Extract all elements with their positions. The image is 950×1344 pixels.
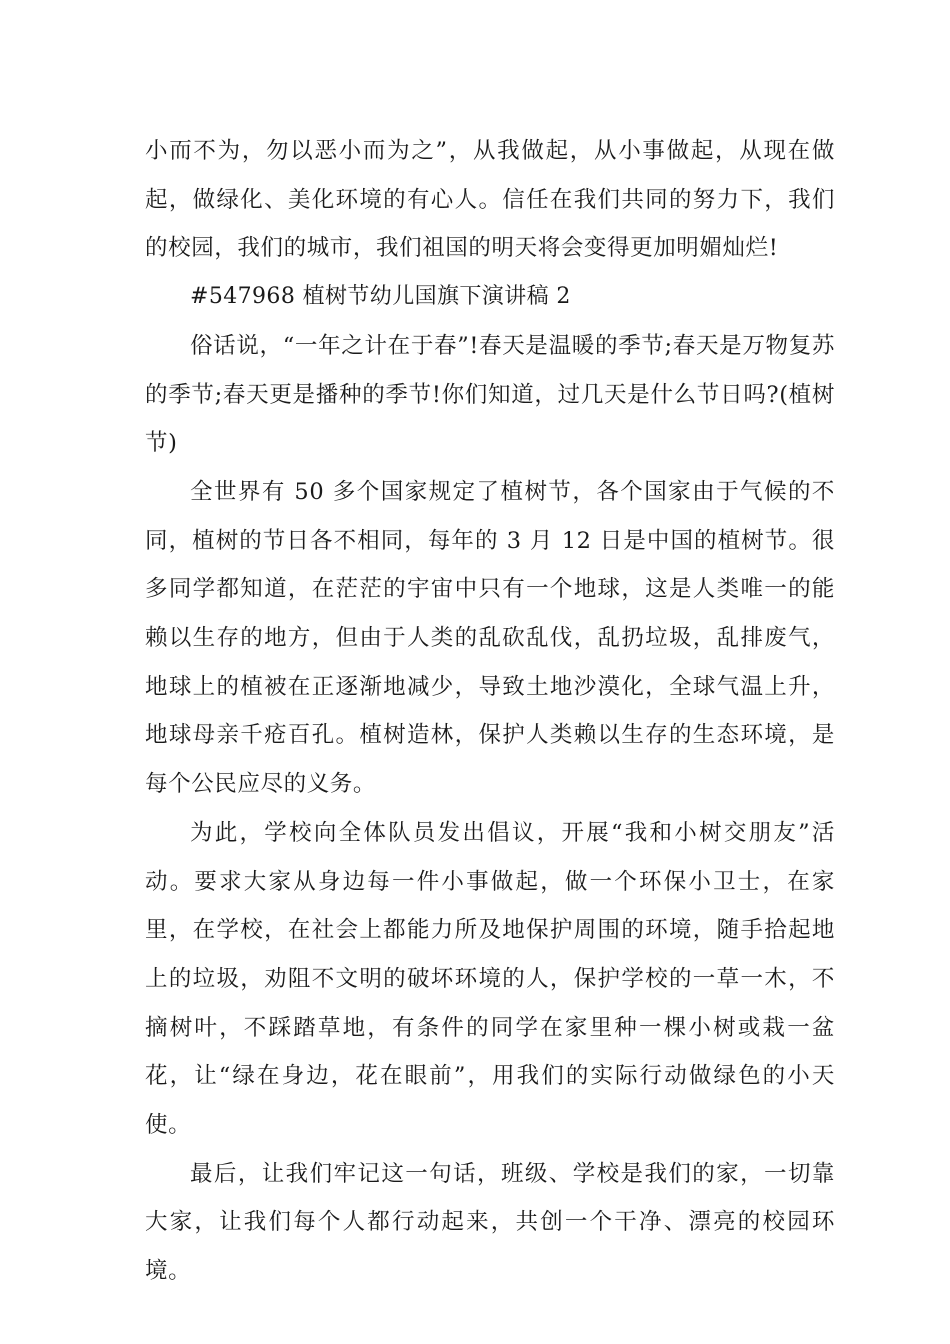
paragraph-1: 俗话说，“一年之计在于春”!春天是温暖的季节;春天是万物复苏的季节;春天更是播种的季节!你们知道，过几天是什么节日吗?(植树节) [145, 332, 835, 457]
speech-heading: #547968 植树节幼儿国旗下演讲稿 2 [190, 284, 571, 310]
paragraph-3: 为此，学校向全体队员发出倡议，开展“我和小树交朋友”活动。要求大家从身边每一件小事做起，做一个环保小卫士，在家里，在学校，在社会上都能力所及地保护周围的环境，随手拾起地上的垃圾，劝阻不文明的破坏环境的人，保护学校的一草一木，不摘树叶，不踩踏草地，有条件的同学在家里种一棵小树或栽一盆花，让“绿在身边，花在眼前”，用我们的实际行动做绿色的小天使。 [145, 819, 835, 1139]
paragraph-2: 全世界有 50 多个国家规定了植树节，各个国家由于气候的不同，植树的节日各不相同，每年的 3 月 12 日是中国的植树节。很多同学都知道，在茫茫的宇宙中只有一个地球，这是人类唯一的能赖以生存的地方，但由于人类的乱砍乱伐，乱扔垃圾，乱排废气，地球上的植被在正逐渐地减少，导致土地沙漠化，全球气温上升，地球母亲千疮百孔。植树造林，保护人类赖以生存的生态环境，是每个公民应尽的义务。 [145, 478, 835, 798]
paragraph-4: 最后，让我们牢记这一句话，班级、学校是我们的家，一切靠大家，让我们每个人都行动起来，共创一个干净、漂亮的校园环境。 [145, 1160, 835, 1285]
continuation-paragraph: 小而不为，勿以恶小而为之”，从我做起，从小事做起，从现在做起，做绿化、美化环境的有心人。信任在我们共同的努力下，我们的校园，我们的城市，我们祖国的明天将会变得更加明媚灿烂! [145, 138, 835, 262]
document-page [145, 127, 835, 1296]
